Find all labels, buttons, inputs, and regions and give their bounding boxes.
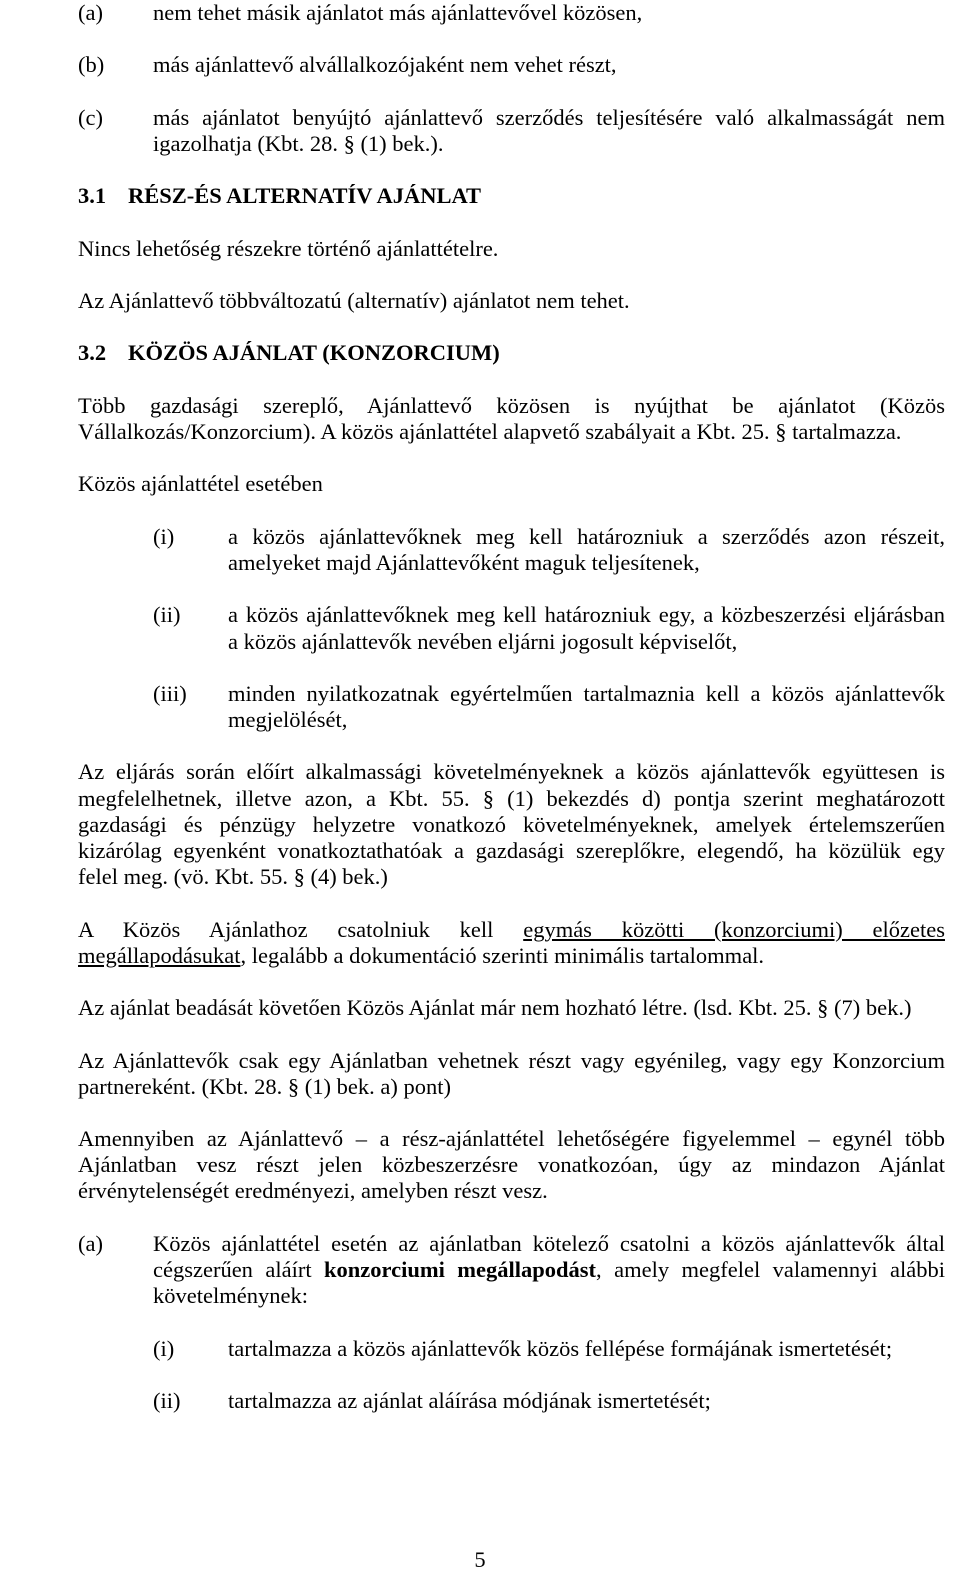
underlined-text: megállapodásukat [78, 942, 241, 968]
paragraph-intro [78, 393, 945, 445]
paragraph-after-submission: Az ajánlat beadását követően Közös Ajánlat már nem hozható létre. (lsd. Kbt. 25. § (7) bek.) [78, 995, 912, 1021]
text-line: igazolhatja (Kbt. 28. § (1) bek.). [153, 130, 444, 156]
consortium-subitem-ii [153, 1388, 945, 1414]
list-item-text [228, 681, 945, 733]
section-heading-3-2 [78, 340, 945, 366]
text-line: amelyeket majd Ajánlattevőként maguk teljesítenek, [228, 549, 700, 575]
list-item-text [228, 1336, 945, 1362]
list-item-b [78, 52, 945, 78]
text-line: nem tehet másik ajánlatot más ajánlattevővel közösen, [153, 0, 643, 25]
text-line: minden nyilatkozatnak egyértelműen tartalmaznia kell a közös ajánlattevők [228, 680, 945, 706]
list-item-text [153, 0, 945, 26]
text-run: , legalább a dokumentáció szerinti minimális tartalommal. [240, 942, 765, 968]
consortium-subitem-i [153, 1336, 945, 1362]
bold-text: konzorciumi megállapodást [324, 1257, 597, 1282]
text-line [153, 1257, 945, 1283]
text-line: megjelölését, [228, 707, 348, 733]
text-line: kizárólag egyenként vonatkoztathatóak a gazdasági szereplőkre, elegendő, ha közülük egy [78, 838, 945, 863]
text-line: a közös ajánlattevőknek meg kell határozniuk a szerződés azon részeit, [228, 523, 945, 549]
list-label: (a) [78, 1230, 103, 1256]
paragraph-invalidity [78, 1126, 945, 1205]
list-item-text [228, 602, 945, 654]
text-line: érvénytelenségét eredményezi, amelyben részt vesz. [78, 1178, 548, 1204]
text-line: Több gazdasági szereplő, Ajánlattevő közösen is nyújthat be ajánlatot (Közös [78, 392, 945, 418]
section-heading-3-1 [78, 183, 945, 209]
text-line: Vállalkozás/Konzorcium). A közös ajánlattétel alapvető szabályait a Kbt. 25. § tartalmazza. [78, 419, 902, 444]
list-item-text [228, 1388, 945, 1414]
section-title: RÉSZ-ÉS ALTERNATÍV AJÁNLAT [128, 183, 482, 209]
text-line: partnereként. (Kbt. 28. § (1) bek. a) pont) [78, 1073, 451, 1099]
list-label: (ii) [153, 1387, 181, 1413]
list-item-text [153, 1231, 945, 1414]
list-label: (ii) [153, 602, 181, 628]
text-line: Ajánlatban vesz részt jelen közbeszerzésre vonatkozóan, úgy az mindazon Ajánlat [78, 1152, 945, 1178]
list-item-text [228, 524, 945, 576]
text-run: cégszerűen aláírt [153, 1257, 325, 1282]
text-line [78, 943, 945, 969]
text-line: Amennyiben az Ajánlattevő – a rész-ajánlattétel lehetőségére figyelemmel – egynél több [78, 1126, 945, 1152]
paragraph-joint-lead: Közös ajánlattétel esetében [78, 471, 323, 497]
list-label: (b) [78, 52, 105, 78]
joint-item-ii [78, 602, 945, 654]
text-line: követelménynek: [153, 1283, 308, 1309]
list-label: (i) [153, 523, 175, 549]
text-line: a közös ajánlattevőknek meg kell határozniuk egy, a közbeszerzési eljárásban [228, 602, 945, 628]
paragraph-agreement [78, 917, 945, 969]
section-title: KÖZÖS AJÁNLAT (KONZORCIUM) [128, 340, 500, 366]
paragraph-no-alternative: Az Ajánlattevő többváltozatú (alternatív) ajánlatot nem tehet. [78, 288, 630, 314]
text-line: a közös ajánlattevők nevében eljárni jogosult képviselőt, [228, 628, 738, 654]
consortium-item-a [78, 1231, 945, 1414]
list-label: (c) [78, 104, 103, 130]
text-line: tartalmazza az ajánlat aláírása módjának ismertetését; [228, 1387, 711, 1413]
paragraph-eligibility [78, 759, 945, 890]
text-run: , amely megfelel valamennyi alábbi [596, 1257, 945, 1282]
list-label: (iii) [153, 680, 187, 706]
section-number: 3.1 [78, 183, 107, 209]
text-line: felel meg. (vö. Kbt. 55. § (4) bek.) [78, 864, 388, 890]
paragraph-no-parts: Nincs lehetőség részekre történő ajánlattételre. [78, 235, 499, 261]
text-line: más ajánlattevő alvállalkozójaként nem vehet részt, [153, 52, 617, 78]
text-line: Az eljárás során előírt alkalmassági követelményeknek a közös ajánlattevők együttesen is [78, 759, 945, 785]
text-line [78, 917, 945, 943]
text-line: gazdasági és pénzügy helyzetre vonatkozó követelményeknek, amelyek értelemszerűen [78, 811, 945, 837]
list-item-c [78, 105, 945, 157]
text-run: A Közös Ajánlathoz csatolniuk kell [78, 916, 524, 942]
joint-item-i [78, 524, 945, 576]
section-number: 3.2 [78, 340, 107, 366]
text-line: megfelelhetnek, illetve azon, a Kbt. 55. § (1) bekezdés d) pontja szerint meghatározott [78, 785, 945, 811]
page-content [78, 0, 945, 1414]
list-item-text [153, 52, 945, 78]
page-number: 5 [474, 1547, 486, 1572]
list-item-a [78, 0, 945, 26]
text-line: tartalmazza a közös ajánlattevők közös fellépése formájának ismertetését; [228, 1335, 893, 1361]
text-line: Közös ajánlattétel esetén az ajánlatban kötelező csatolni a közös ajánlattevők által [153, 1230, 945, 1256]
list-label: (a) [78, 0, 103, 25]
joint-item-iii [78, 681, 945, 733]
list-item-text [153, 105, 945, 157]
list-label: (i) [153, 1335, 175, 1361]
text-line: más ajánlatot benyújtó ajánlattevő szerződés teljesítésére való alkalmasságát nem [153, 104, 945, 130]
paragraph-single-bid [78, 1048, 945, 1100]
text-line: Az Ajánlattevők csak egy Ajánlatban vehetnek részt vagy egyénileg, vagy egy Konzorcium [78, 1047, 945, 1073]
underlined-text: egymás közötti (konzorciumi) előzetes [523, 916, 945, 942]
